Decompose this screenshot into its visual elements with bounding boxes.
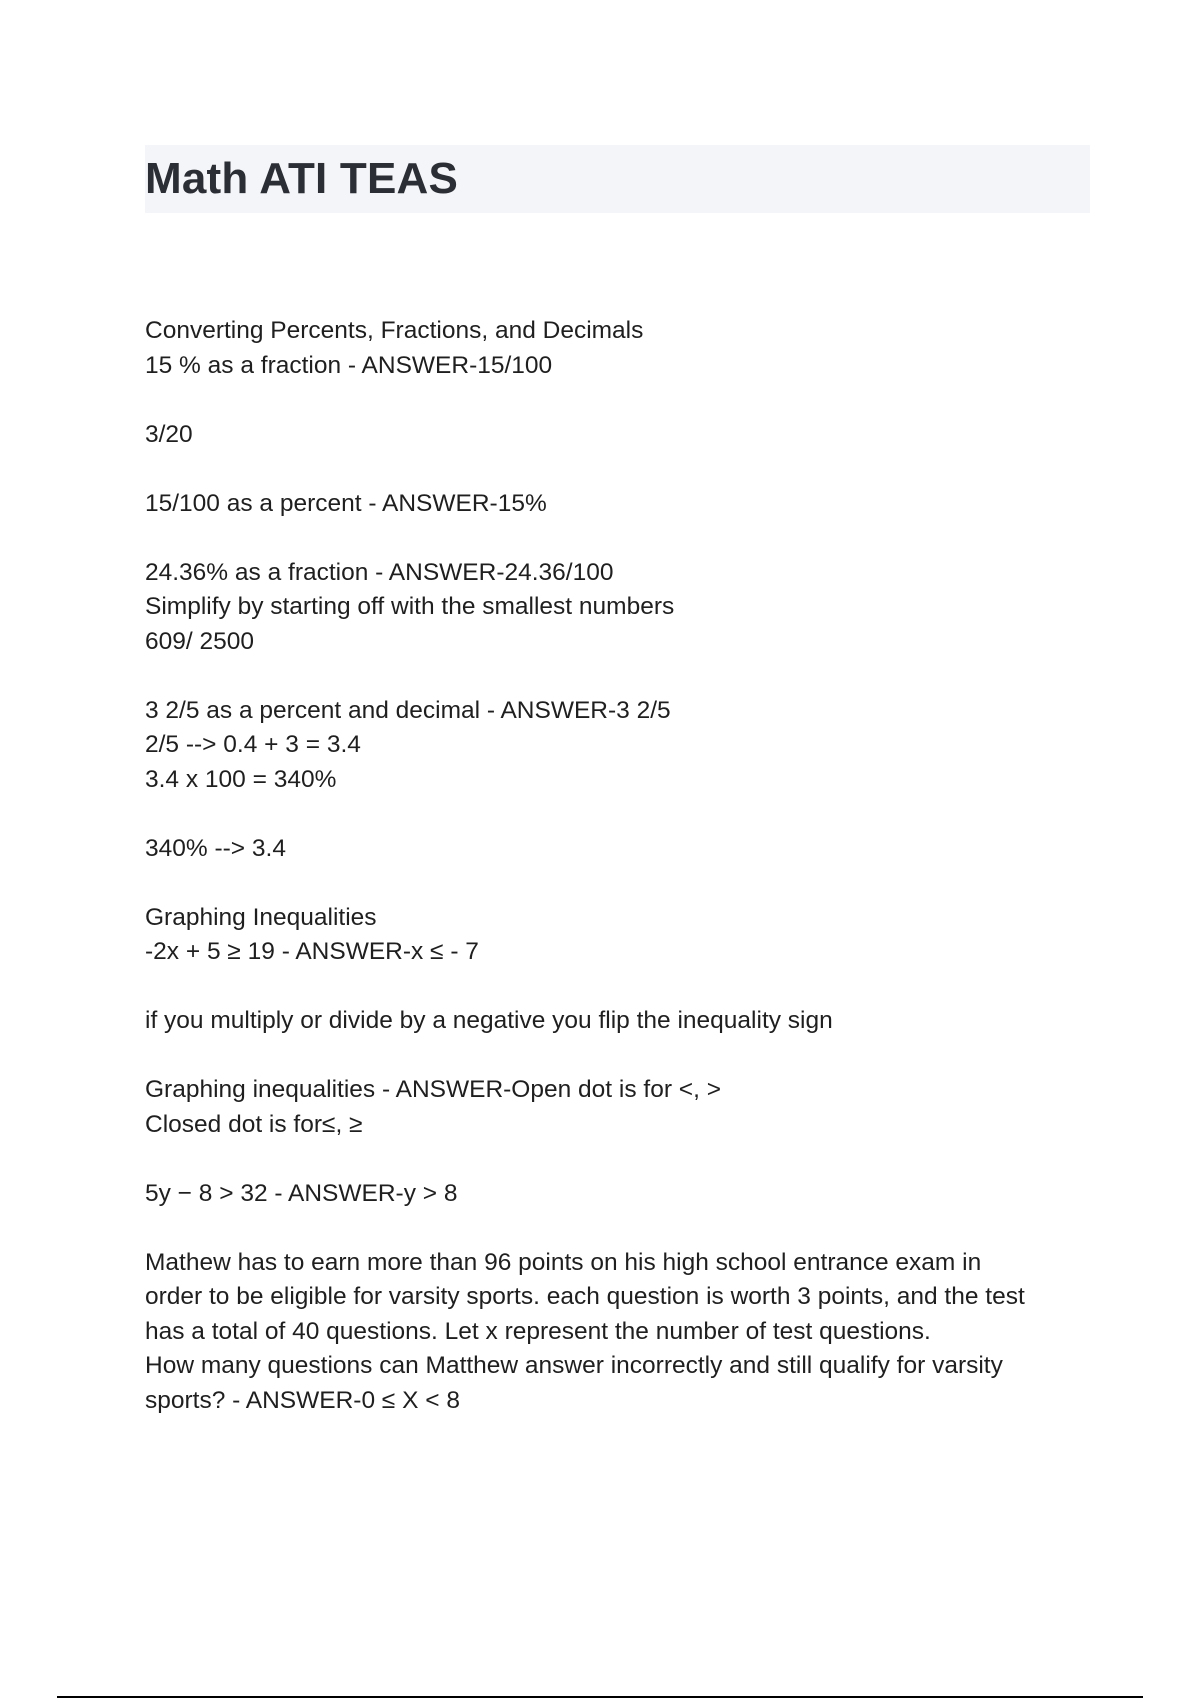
answer-line: if you multiply or divide by a negative you flip the inequality sign [145, 1007, 833, 1034]
text-block [145, 1177, 1090, 1212]
title-bar [145, 145, 1090, 213]
page-title: Math ATI TEAS [145, 154, 459, 203]
answer-line: 340% --> 3.4 [145, 834, 286, 862]
question-line: -2x + 5 ≥ 19 - ANSWER-x ≤ - 7 [145, 938, 479, 965]
question-line: 3 2/5 as a percent and decimal - ANSWER-3 2/5 [145, 696, 671, 724]
question-line: 15 % as a fraction - ANSWER-15/100 [145, 351, 553, 379]
text-block [145, 418, 1090, 453]
page-bottom-rule [57, 1696, 1143, 1698]
question-line: has a total of 40 questions. Let x represent the number of test questions. [145, 1317, 931, 1345]
question-line: Mathew has to earn more than 96 points on his high school entrance exam in [145, 1248, 982, 1276]
answer-line: 3/20 [145, 420, 193, 448]
text-block [145, 694, 1090, 798]
text-block [145, 487, 1090, 522]
question-line: How many questions can Matthew answer incorrectly and still qualify for varsity [145, 1352, 1003, 1379]
answer-line: Closed dot is for≤, ≥ [145, 1110, 363, 1138]
question-line: order to be eligible for varsity sports. each question is worth 3 points, and the test [145, 1283, 1025, 1310]
document-body [145, 314, 1090, 1453]
text-block [145, 1246, 1090, 1419]
text-block [145, 314, 1090, 383]
text-block [145, 556, 1090, 660]
answer-line: Simplify by starting off with the smallest numbers [145, 593, 675, 620]
section-heading: Graphing Inequalities [145, 903, 377, 931]
text-block [145, 832, 1090, 867]
text-block [145, 1073, 1090, 1142]
question-line: 24.36% as a fraction - ANSWER-24.36/100 [145, 558, 614, 586]
text-block [145, 901, 1090, 970]
question-line: 15/100 as a percent - ANSWER-15% [145, 489, 547, 517]
question-line: Graphing inequalities - ANSWER-Open dot is for <, > [145, 1076, 722, 1103]
answer-line: 609/ 2500 [145, 627, 254, 655]
text-block [145, 1004, 1090, 1039]
question-line: 5y − 8 > 32 - ANSWER-y > 8 [145, 1179, 458, 1207]
question-line: sports? - ANSWER-0 ≤ X < 8 [145, 1386, 461, 1414]
answer-line: 2/5 --> 0.4 + 3 = 3.4 [145, 731, 361, 758]
section-heading: Converting Percents, Fractions, and Decimals [145, 317, 644, 344]
answer-line: 3.4 x 100 = 340% [145, 765, 337, 793]
